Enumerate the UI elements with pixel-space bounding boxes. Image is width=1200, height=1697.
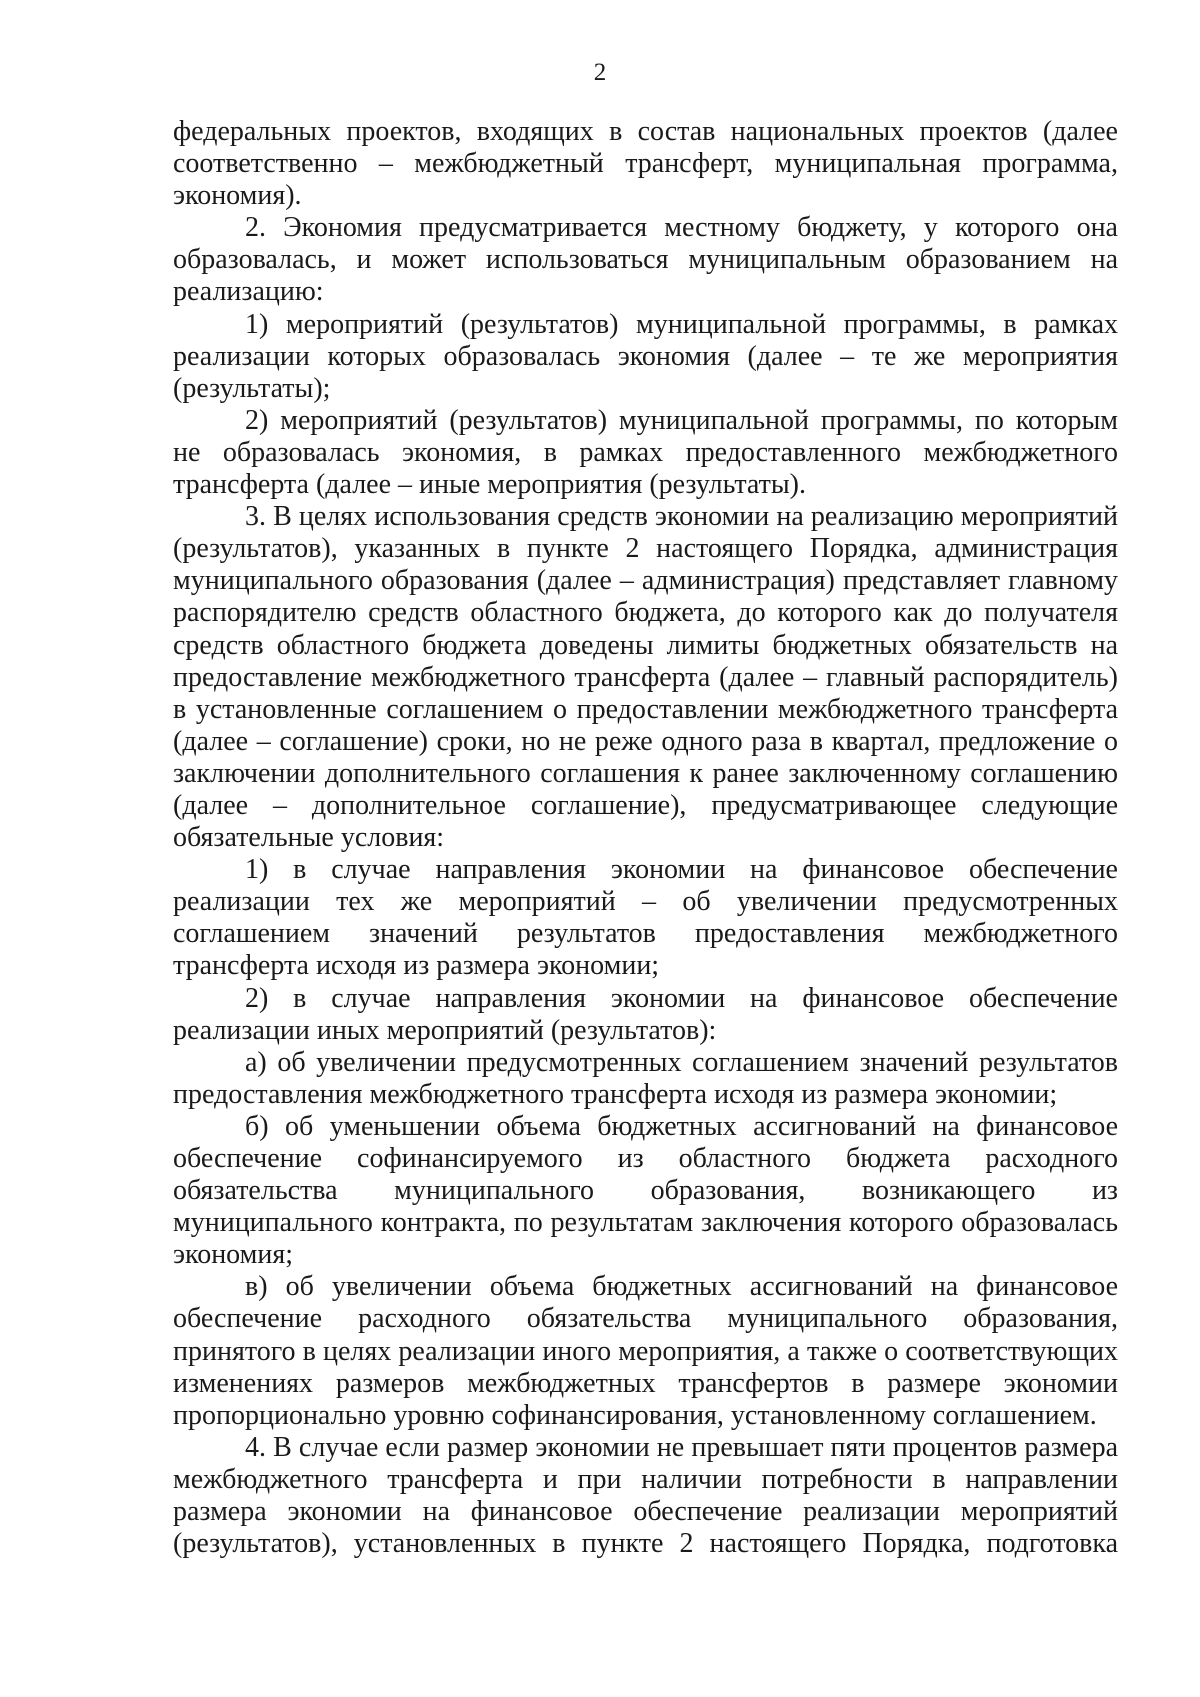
paragraph-item-2-sub-1: 1) мероприятий (результатов) муниципальной программы, в рамках реализации которых образовалась экономия (далее – те же мероприятия (результаты); — [173, 308, 1118, 404]
paragraph-item-2: 2. Экономия предусматривается местному бюджету, у которого она образовалась, и может использоваться муниципальным образованием на реализацию: — [173, 212, 1118, 308]
paragraph-item-4: 4. В случае если размер экономии не превышает пяти процентов размера межбюджетного трансферта и при наличии потребности в направлении размера экономии на финансовое обеспечение реализации мероприятий (результатов), установленных в пункте 2 настоящего Порядка, подготовка — [173, 1431, 1118, 1560]
document-body — [173, 116, 1118, 1560]
paragraph-item-3-sub-2-a: а) об увеличении предусмотренных соглашением значений результатов предоставления межбюджетного трансферта исходя из размера экономии; — [173, 1046, 1118, 1110]
paragraph-continuation: федеральных проектов, входящих в состав национальных проектов (далее соответственно – межбюджетный трансферт, муниципальная программа, экономия). — [173, 116, 1118, 212]
paragraph-item-3: 3. В целях использования средств экономии на реализацию мероприятий (результатов), указанных в пункте 2 настоящего Порядка, администрация муниципального образования (далее – администрация) представляет главному распорядителю средств областного бюджета, до которого как до получателя средств областного бюджета доведены лимиты бюджетных обязательств на предоставление межбюджетного трансферта (далее – главный распорядитель) в установленные соглашением о предоставлении межбюджетного трансферта (далее – соглашение) сроки, но не реже одного раза в квартал, предложение о заключении дополнительного соглашения к ранее заключенному соглашению (далее – дополнительное соглашение), предусматривающее следующие обязательные условия: — [173, 501, 1118, 854]
page-number: 2 — [593, 59, 607, 86]
paragraph-item-2-sub-2: 2) мероприятий (результатов) муниципальной программы, по которым не образовалась экономия, в рамках предоставленного межбюджетного трансферта (далее – иные мероприятия (результаты). — [173, 404, 1118, 501]
paragraph-item-3-sub-2-v: в) об увеличении объема бюджетных ассигнований на финансовое обеспечение расходного обязательства муниципального образования, принятого в целях реализации иного мероприятия, а также о соответствующих изменениях размеров межбюджетных трансфертов в размере экономии пропорционально уровню софинансирования, установленному соглашением. — [173, 1271, 1118, 1431]
paragraph-item-3-sub-2: 2) в случае направления экономии на финансовое обеспечение реализации иных мероприятий (результатов): — [173, 982, 1118, 1046]
paragraph-item-3-sub-2-b: б) об уменьшении объема бюджетных ассигнований на финансовое обеспечение софинансируемого из областного бюджета расходного обязательства муниципального образования, возникающего из муниципального контракта, по результатам заключения которого образовалась экономия; — [173, 1110, 1118, 1271]
paragraph-item-3-sub-1: 1) в случае направления экономии на финансовое обеспечение реализации тех же мероприятий – об увеличении предусмотренных соглашением значений результатов предоставления межбюджетного трансферта исходя из размера экономии; — [173, 854, 1118, 982]
